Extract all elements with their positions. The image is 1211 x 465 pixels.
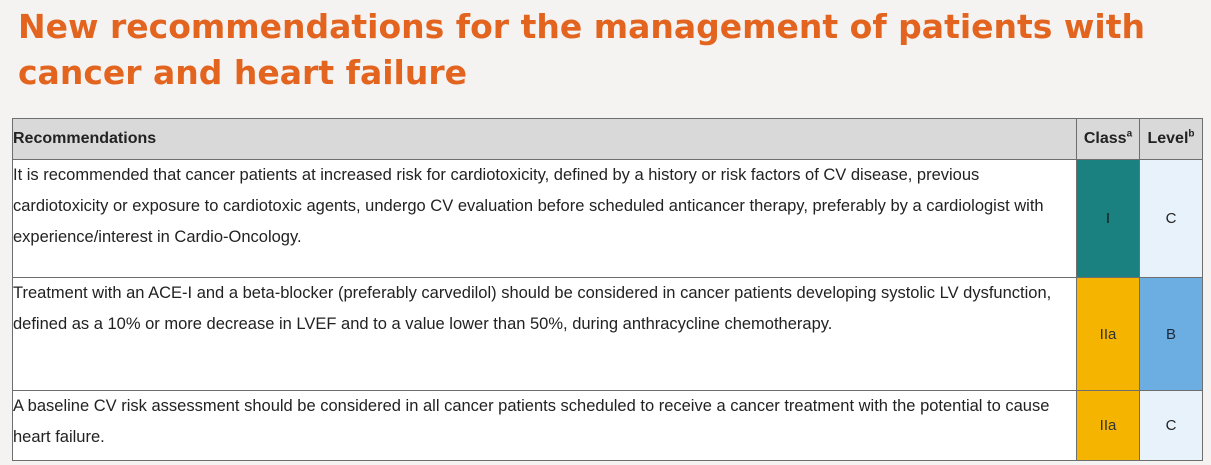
table-header-row	[13, 119, 1203, 160]
table-row	[13, 278, 1203, 391]
table-row	[13, 391, 1203, 461]
header-recommendations	[13, 119, 1077, 160]
header-class-label: Class	[1083, 130, 1127, 147]
header-recommendations-label: Recommendations	[13, 130, 157, 147]
class-cell: IIa	[1077, 278, 1140, 391]
table-row	[13, 160, 1203, 278]
recommendation-text: Treatment with an ACE-I and a beta-blocker (preferably carvedilol) should be considered in cancer patients developing systolic LV dysfunction, defined as a 10% or more decrease in LVEF and to a value lower than 50%, during anthracycline chemotherapy.	[13, 278, 1077, 391]
slide-title: New recommendations for the management of patients with cancer and heart failure	[18, 7, 1145, 92]
level-cell: C	[1140, 391, 1203, 461]
recommendation-text: It is recommended that cancer patients at increased risk for cardiotoxicity, defined by a history or risk factors of CV disease, previous cardiotoxicity or exposure to cardiotoxic agents, undergo CV evaluation before scheduled anticancer therapy, preferably by a cardiologist with experience/interest in Cardio-Oncology.	[13, 160, 1077, 278]
header-level-footnote: b	[1188, 128, 1195, 140]
class-cell: I	[1077, 160, 1140, 278]
class-cell: IIa	[1077, 391, 1140, 461]
level-cell: C	[1140, 160, 1203, 278]
recommendation-text: A baseline CV risk assessment should be considered in all cancer patients scheduled to receive a cancer treatment with the potential to cause heart failure.	[13, 391, 1077, 461]
header-level	[1140, 119, 1203, 160]
level-cell: B	[1140, 278, 1203, 391]
header-class	[1077, 119, 1140, 160]
header-level-label: Level	[1147, 130, 1189, 147]
header-class-footnote: a	[1126, 128, 1133, 140]
recommendations-table	[12, 118, 1203, 461]
